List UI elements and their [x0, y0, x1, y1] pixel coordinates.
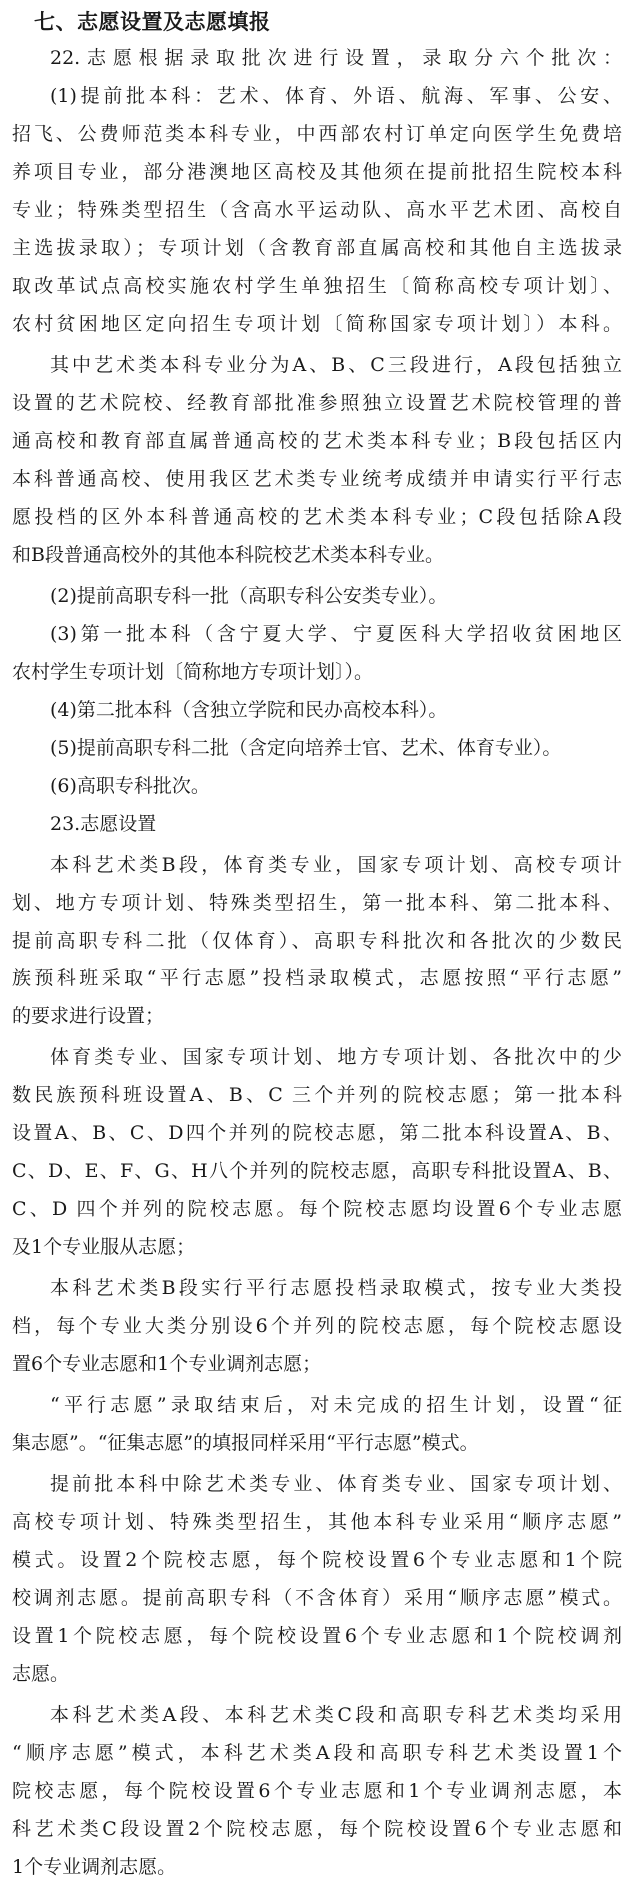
section-heading: 七、志愿设置及志愿填报 — [34, 10, 271, 34]
paragraph-line: 置6个专业志愿和1个专业调剂志愿； — [12, 1353, 322, 1375]
paragraph-line: 的要求进行设置； — [12, 1005, 165, 1027]
paragraph-line: 其中艺术类本科专业分为A、B、C三段进行，A段包括独立 — [50, 354, 622, 376]
paragraph-line: “平行志愿”录取结束后，对未完成的招生计划，设置“征 — [50, 1394, 622, 1416]
paragraph-line: 专业；特殊类型招生（含高水平运动队、高水平艺术团、高校自 — [12, 199, 622, 221]
paragraph-line: 养项目专业，部分港澳地区高校及其他须在提前批招生院校本科 — [12, 161, 622, 183]
paragraph-line: 和B段普通高校外的其他本科院校艺术类本科专业。 — [12, 544, 444, 566]
paragraph-line: 提前批本科中除艺术类专业、体育类专业、国家专项计划、 — [50, 1473, 622, 1495]
paragraph-line: 校调剂志愿。提前高职专科（不含体育）采用“顺序志愿”模式。 — [12, 1587, 622, 1609]
paragraph-line: 23.志愿设置 — [50, 813, 157, 835]
paragraph-line: 及1个专业服从志愿； — [12, 1236, 196, 1258]
paragraph-line: 设置A、B、C、D四个并列的院校志愿，第二批本科设置A、B、 — [12, 1122, 622, 1144]
paragraph-line: 22.志愿根据录取批次进行设置，录取分六个批次： — [50, 47, 622, 69]
paragraph-line: “顺序志愿”模式，本科艺术类A段和高职专科艺术类设置1个 — [12, 1742, 622, 1764]
paragraph-line: 志愿。 — [12, 1663, 70, 1685]
paragraph-line: (1)提前批本科：艺术、体育、外语、航海、军事、公安、 — [50, 85, 622, 107]
paragraph-line: (4)第二批本科（含独立学院和民办高校本科）。 — [50, 699, 448, 721]
paragraph-line: 院校志愿，每个院校设置6个专业志愿和1个专业调剂志愿，本 — [12, 1780, 622, 1802]
paragraph-line: 通高校和教育部直属普通高校的艺术类本科专业；B段包括区内 — [12, 430, 622, 452]
paragraph-line: (3)第一批本科（含宁夏大学、宁夏医科大学招收贫困地区 — [50, 623, 622, 645]
paragraph-line: 模式。设置2个院校志愿，每个院校设置6个专业志愿和1个院 — [12, 1549, 622, 1571]
paragraph-line: 族预科班采取“平行志愿”投档录取模式，志愿按照“平行志愿” — [12, 967, 622, 989]
paragraph-line: 招飞、公费师范类本科专业，中西部农村订单定向医学生免费培 — [12, 123, 622, 145]
paragraph-line: 愿投档的区外本科普通高校的艺术类本科专业；C段包括除A段 — [12, 506, 622, 528]
paragraph-line: C、D 四个并列的院校志愿。每个院校志愿均设置6个专业志愿 — [12, 1198, 622, 1220]
paragraph-line: (2)提前高职专科一批（高职专科公安类专业）。 — [50, 585, 448, 607]
paragraph-line: 农村贫困地区定向招生专项计划〔简称国家专项计划〕）本科。 — [12, 313, 622, 335]
paragraph-line: 本科艺术类B段，体育类专业，国家专项计划、高校专项计 — [50, 854, 622, 876]
paragraph-line: 提前高职专科二批（仅体育）、高职专科批次和各批次的少数民 — [12, 930, 622, 952]
paragraph-line: 数民族预科班设置A、B、C 三个并列的院校志愿；第一批本科 — [12, 1084, 622, 1106]
paragraph-line: (6)高职专科批次。 — [50, 775, 210, 797]
paragraph-line: 本科普通高校、使用我区艺术类专业统考成绩并申请实行平行志 — [12, 468, 622, 490]
paragraph-line: 科艺术类C段设置2个院校志愿，每个院校设置6个专业志愿和 — [12, 1818, 622, 1840]
paragraph-line: 本科艺术类A段、本科艺术类C段和高职专科艺术类均采用 — [50, 1704, 622, 1726]
paragraph-line: 1个专业调剂志愿。 — [12, 1856, 177, 1878]
paragraph-line: C、D、E、F、G、H八个并列的院校志愿，高职专科批设置A、B、 — [12, 1160, 622, 1182]
paragraph-line: 农村学生专项计划〔简称地方专项计划〕）。 — [12, 661, 374, 683]
paragraph-line: 设置1个院校志愿，每个院校设置6个专业志愿和1个院校调剂 — [12, 1625, 622, 1647]
paragraph-line: (5)提前高职专科二批（含定向培养士官、艺术、体育专业）。 — [50, 737, 562, 759]
paragraph-line: 体育类专业、国家专项计划、地方专项计划、各批次中的少 — [50, 1046, 622, 1068]
paragraph-line: 设置的艺术院校、经教育部批准参照独立设置艺术院校管理的普 — [12, 392, 622, 414]
paragraph-line: 主选拔录取）；专项计划（含教育部直属高校和其他自主选拔录 — [12, 237, 622, 259]
paragraph-line: 本科艺术类B段实行平行志愿投档录取模式，按专业大类投 — [50, 1277, 622, 1299]
paragraph-line: 集志愿”。“征集志愿”的填报同样采用“平行志愿”模式。 — [12, 1432, 479, 1454]
paragraph-line: 高校专项计划、特殊类型招生，其他本科专业采用“顺序志愿” — [12, 1511, 622, 1533]
paragraph-line: 取改革试点高校实施农村学生单独招生〔简称高校专项计划〕、 — [12, 275, 622, 297]
paragraph-line: 档，每个专业大类分别设6个并列的院校志愿，每个院校志愿设 — [12, 1315, 622, 1337]
paragraph-line: 划、地方专项计划、特殊类型招生，第一批本科、第二批本科、 — [12, 892, 622, 914]
